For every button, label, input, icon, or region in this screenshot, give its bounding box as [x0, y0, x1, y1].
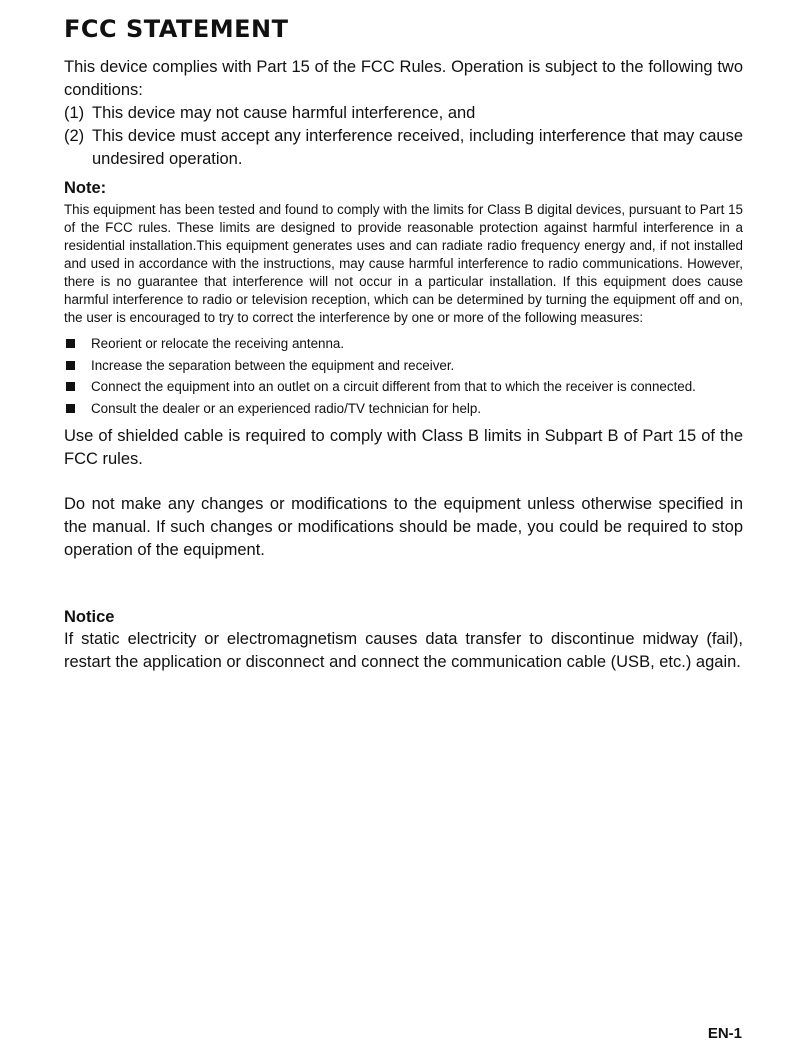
condition-text: This device may not cause harmful interference, and	[92, 104, 476, 122]
list-item-text: Consult the dealer or an experienced radio/TV technician for help.	[91, 400, 482, 416]
square-bullet-icon	[64, 333, 91, 355]
list-item	[64, 398, 743, 420]
list-item-text: Connect the equipment into an outlet on a circuit different from that to which the receiver is connected.	[91, 379, 696, 394]
intro-paragraph: This device complies with Part 15 of the FCC Rules. Operation is subject to the following two conditions:	[64, 58, 743, 99]
notice-paragraph: If static electricity or electromagnetism causes data transfer to discontinue midway (fail), restart the application or disconnect and connect the communication cable (USB, etc.) again.	[64, 630, 743, 671]
note-paragraph: This equipment has been tested and found to comply with the limits for Class B digital devices, pursuant to Part 15 of the FCC rules. These limits are designed to provide reasonable protection against harmful interference in a residential installation.This equipment generates uses and can radiate radio frequency energy and, if not installed and used in accordance with the instructions, may cause harmful interference to radio communications. However, there is no guarantee that interference will not occur in a particular installation. If this equipment does cause harmful interference to radio or television reception, which can be determined by turning the equipment off and on, the user is encouraged to try to correct the interference by one or more of the following measures:	[64, 202, 743, 325]
page-title: FCC STATEMENT	[64, 15, 289, 43]
list-item	[64, 355, 743, 377]
note-heading: Note:	[64, 179, 107, 197]
notice-heading: Notice	[64, 608, 115, 626]
condition-text: This device must accept any interference received, including interference that may cause undesired operation.	[92, 127, 743, 168]
list-item	[64, 376, 743, 398]
document-page	[64, 14, 743, 674]
list-item-text: Reorient or relocate the receiving antenna.	[91, 336, 345, 351]
list-item-text: Increase the separation between the equipment and receiver.	[91, 357, 455, 373]
list-item	[64, 333, 743, 355]
modifications-paragraph: Do not make any changes or modifications to the equipment unless otherwise specified in the manual. If such changes or modifications should be made, you could be required to stop operation of the equipment.	[64, 495, 743, 559]
page-number: EN-1	[707, 1025, 742, 1042]
measures-list	[64, 333, 743, 419]
square-bullet-icon	[64, 398, 91, 420]
shielded-cable-paragraph: Use of shielded cable is required to comply with Class B limits in Subpart B of Part 15 of the FCC rules.	[64, 427, 743, 468]
condition-item	[64, 125, 743, 171]
condition-item	[64, 102, 743, 125]
condition-number: (1)	[64, 104, 85, 122]
condition-number: (2)	[64, 127, 85, 145]
square-bullet-icon	[64, 376, 91, 398]
square-bullet-icon	[64, 355, 91, 377]
